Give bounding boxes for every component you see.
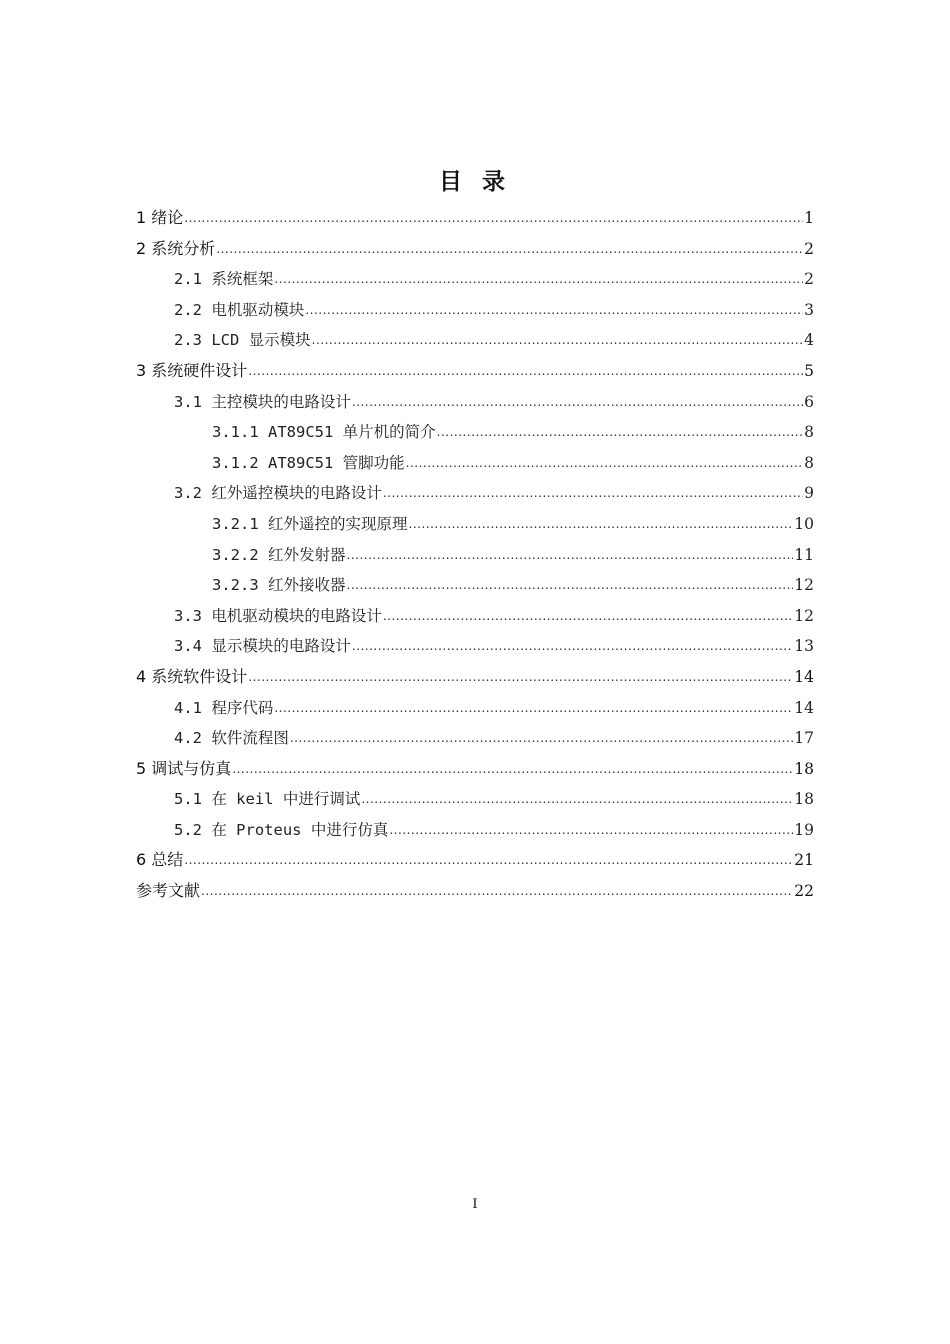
- page-number-footer: I: [472, 1197, 478, 1212]
- toc-dot-leader: [312, 325, 803, 356]
- page-title: 目 录: [438, 169, 511, 195]
- toc-dot-leader: [347, 570, 794, 601]
- toc-entry[interactable]: [136, 295, 814, 326]
- toc-entry[interactable]: [136, 234, 814, 265]
- toc-entry-label: 5.2 在 Proteus 中进行仿真: [174, 820, 389, 839]
- toc-entry-label: 3.2.2 红外发射器: [212, 545, 346, 564]
- toc-entry-label: 3.2 红外遥控模块的电路设计: [174, 484, 382, 503]
- toc-entry-page-number: 13: [794, 637, 814, 656]
- toc-entry[interactable]: [136, 570, 814, 601]
- toc-entry-label: 1 绪论: [136, 208, 184, 227]
- toc-entry[interactable]: [136, 509, 814, 540]
- toc-entry-label: 3 系统硬件设计: [136, 360, 248, 380]
- toc-entry-page-number: 22: [794, 882, 814, 901]
- toc-entry-page-number: 9: [804, 484, 814, 503]
- toc-entry[interactable]: [136, 631, 814, 662]
- toc-entry-page-number: 1: [804, 209, 814, 227]
- toc-entry-label: 3.1.1 AT89C51 单片机的简介: [212, 423, 436, 442]
- toc-entry-page-number: 6: [804, 392, 814, 411]
- toc-entry[interactable]: [136, 693, 814, 724]
- toc-entry[interactable]: [136, 387, 814, 418]
- toc-dot-leader: [437, 417, 803, 448]
- toc-entry-label: 4 系统软件设计: [136, 666, 248, 686]
- toc-entry-page-number: 17: [794, 729, 814, 748]
- toc-dot-leader: [290, 723, 793, 754]
- toc-entry-label: 2 系统分析: [136, 238, 216, 258]
- toc-dot-leader: [184, 203, 803, 234]
- toc-entry[interactable]: [136, 662, 814, 693]
- toc-entry-label: 2.1 系统框架: [174, 270, 274, 289]
- toc-entry-page-number: 18: [794, 759, 814, 778]
- toc-entry-label: 4.2 软件流程图: [174, 729, 289, 748]
- toc-entry-page-number: 8: [804, 453, 814, 472]
- toc-dot-leader: [184, 845, 793, 876]
- toc-dot-leader: [361, 784, 793, 815]
- toc-entry-label: 6 总结: [136, 850, 184, 870]
- toc-entry-page-number: 5: [804, 361, 814, 380]
- toc-dot-leader: [409, 509, 794, 540]
- toc-entry[interactable]: [136, 264, 814, 295]
- toc-entry-label: 4.1 程序代码: [174, 698, 274, 717]
- toc-entry-label: 3.2.1 红外遥控的实现原理: [212, 514, 408, 533]
- toc-entry-page-number: 2: [804, 239, 814, 258]
- toc-entry-label: 2.2 电机驱动模块: [174, 300, 305, 319]
- toc-entry[interactable]: [136, 784, 814, 815]
- toc-dot-leader: [216, 234, 803, 265]
- toc-entry-label: 5.1 在 keil 中进行调试: [174, 790, 361, 809]
- toc-entry-page-number: 19: [794, 820, 814, 839]
- toc-entry-label: 3.4 显示模块的电路设计: [174, 637, 351, 656]
- toc-dot-leader: [352, 631, 793, 662]
- toc-dot-leader: [389, 815, 793, 846]
- toc-dot-leader: [383, 478, 803, 509]
- toc-dot-leader: [406, 448, 803, 479]
- toc-dot-leader: [201, 876, 793, 907]
- toc-entry-page-number: 3: [804, 300, 814, 319]
- toc-entry-label: 参考文献: [136, 881, 201, 901]
- toc-entry-page-number: 8: [804, 423, 814, 442]
- toc-dot-leader: [383, 601, 793, 632]
- toc-entry-page-number: 14: [794, 698, 814, 717]
- toc-entry-label: 3.3 电机驱动模块的电路设计: [174, 606, 382, 625]
- toc-entry[interactable]: [136, 356, 814, 387]
- toc-entry[interactable]: [136, 325, 814, 356]
- toc-dot-leader: [274, 693, 793, 724]
- toc-entry[interactable]: [136, 723, 814, 754]
- toc-entry[interactable]: [136, 815, 814, 846]
- toc-entry-page-number: 21: [794, 851, 814, 870]
- toc-entry-page-number: 2: [804, 270, 814, 289]
- toc-entry[interactable]: [136, 754, 814, 785]
- table-of-contents: [136, 203, 814, 907]
- toc-dot-leader: [352, 387, 803, 418]
- toc-entry-page-number: 11: [794, 545, 814, 564]
- toc-dot-leader: [305, 295, 803, 326]
- toc-entry-page-number: 12: [794, 606, 814, 625]
- toc-entry[interactable]: [136, 845, 814, 876]
- toc-dot-leader: [248, 356, 803, 387]
- toc-entry[interactable]: [136, 601, 814, 632]
- toc-dot-leader: [347, 540, 794, 571]
- toc-dot-leader: [248, 662, 793, 693]
- toc-entry[interactable]: [136, 876, 814, 907]
- toc-dot-leader: [274, 264, 803, 295]
- toc-entry-label: 3.1 主控模块的电路设计: [174, 392, 351, 411]
- toc-entry-label: 3.2.3 红外接收器: [212, 576, 346, 595]
- toc-entry[interactable]: [136, 417, 814, 448]
- toc-entry-page-number: 14: [794, 667, 814, 686]
- toc-entry-label: 2.3 LCD 显示模块: [174, 331, 311, 350]
- toc-entry-label: 3.1.2 AT89C51 管脚功能: [212, 453, 405, 472]
- toc-entry[interactable]: [136, 203, 814, 234]
- toc-entry-page-number: 18: [794, 790, 814, 809]
- toc-entry[interactable]: [136, 448, 814, 479]
- toc-entry[interactable]: [136, 540, 814, 571]
- toc-entry-page-number: 4: [804, 331, 814, 350]
- toc-entry-page-number: 10: [794, 514, 814, 533]
- toc-entry-page-number: 12: [794, 576, 814, 595]
- toc-dot-leader: [232, 754, 793, 785]
- toc-entry-label: 5 调试与仿真: [136, 758, 232, 778]
- toc-entry[interactable]: [136, 478, 814, 509]
